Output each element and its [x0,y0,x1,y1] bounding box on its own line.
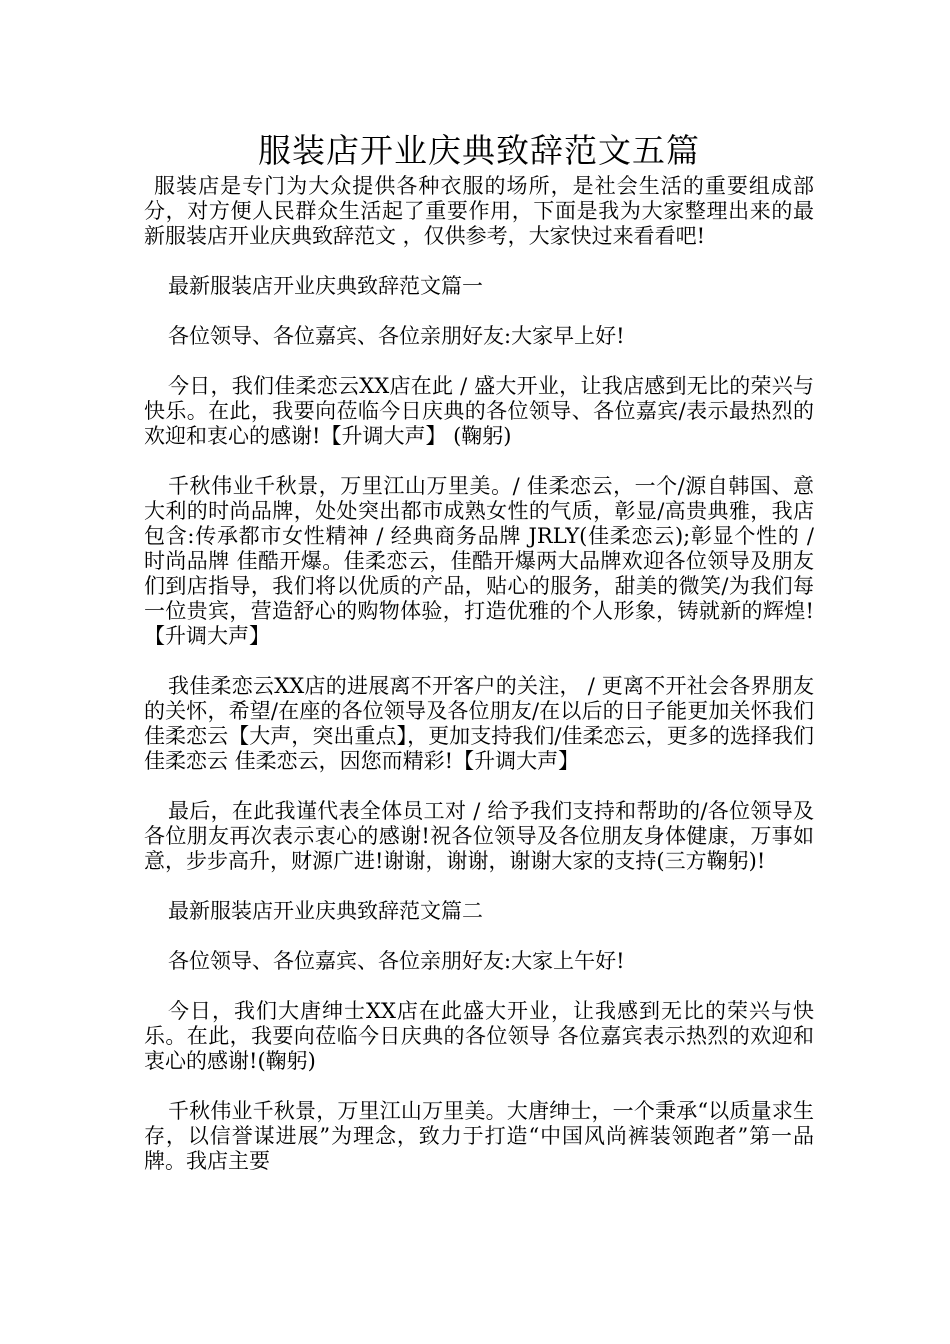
section-heading-2: 最新服装店开业庆典致辞范文篇二 [168,899,483,923]
intro-paragraph: 服装店是专门为大众提供各种衣服的场所，是社会生活的重要组成部分，对方便人民群众生活起了重要作用，下面是我为大家整理出来的最新服装店开业庆典致辞范文 ，仅供参考，大家快过来看看吧! [144,174,814,248]
section-heading-1: 最新服装店开业庆典致辞范文篇一 [168,274,483,298]
document-page [144,128,814,1174]
body-paragraph-1: 今日，我们佳柔恋云XX店在此 / 盛大开业，让我店感到无比的荣兴与快乐。在此，我要向莅临今日庆典的各位领导、各位嘉宾/表示最热烈的欢迎和衷心的感谢!【升调大声】 (鞠躬) [144,374,814,448]
body-paragraph-3: 我佳柔恋云XX店的进展离不开客户的关注， / 更离不开社会各界朋友的关怀，希望/在座的各位领导及各位朋友/在以后的日子能更加关怀我们佳柔恋云【大声，突出重点】，更加支持我们/佳柔恋云，更多的选择我们佳柔恋云 佳柔恋云，因您而精彩!【升调大声】 [144,674,814,773]
greeting-paragraph-2: 各位领导、各位嘉宾、各位亲朋好友:大家上午好! [168,949,625,973]
document-title: 服装店开业庆典致辞范文五篇 [258,131,700,170]
greeting-paragraph-1: 各位领导、各位嘉宾、各位亲朋好友:大家早上好! [168,324,625,348]
body-paragraph-4: 最后，在此我谨代表全体员工对 / 给予我们支持和帮助的/各位领导及各位朋友再次表示衷心的感谢!祝各位领导及各位朋友身体健康，万事如意，步步高升，财源广进!谢谢，谢谢，谢谢大家的支持(三方鞠躬)! [144,799,814,873]
body-paragraph-5: 今日，我们大唐绅士XX店在此盛大开业，让我感到无比的荣兴与快乐。在此，我要向莅临今日庆典的各位领导 各位嘉宾表示热烈的欢迎和衷心的感谢!(鞠躬) [144,999,814,1073]
body-paragraph-2: 千秋伟业千秋景，万里江山万里美。/ 佳柔恋云，一个/源自韩国、意大利的时尚品牌，处处突出都市成熟女性的气质，彰显/高贵典雅，我店包含:传承都市女性精神 / 经典商务品牌 JRLY(佳柔恋云);彰显个性的 / 时尚品牌 佳酷开爆。佳柔恋云，佳酷开爆两大品牌欢迎各位领导及朋友们到店指导，我们将以优质的产品，贴心的服务，甜美的微笑/为我们每一位贵宾，营造舒心的购物体验，打造优雅的个人形象，铸就新的辉煌!【升调大声】 [144,474,814,648]
paragraph-gap [144,249,814,274]
body-paragraph-6: 千秋伟业千秋景，万里江山万里美。大唐绅士，一个秉承“以质量求生存，以信誉谋进展”为理念，致力于打造“中国风尚裤装领跑者”第一品牌。我店主要 [144,1099,814,1173]
